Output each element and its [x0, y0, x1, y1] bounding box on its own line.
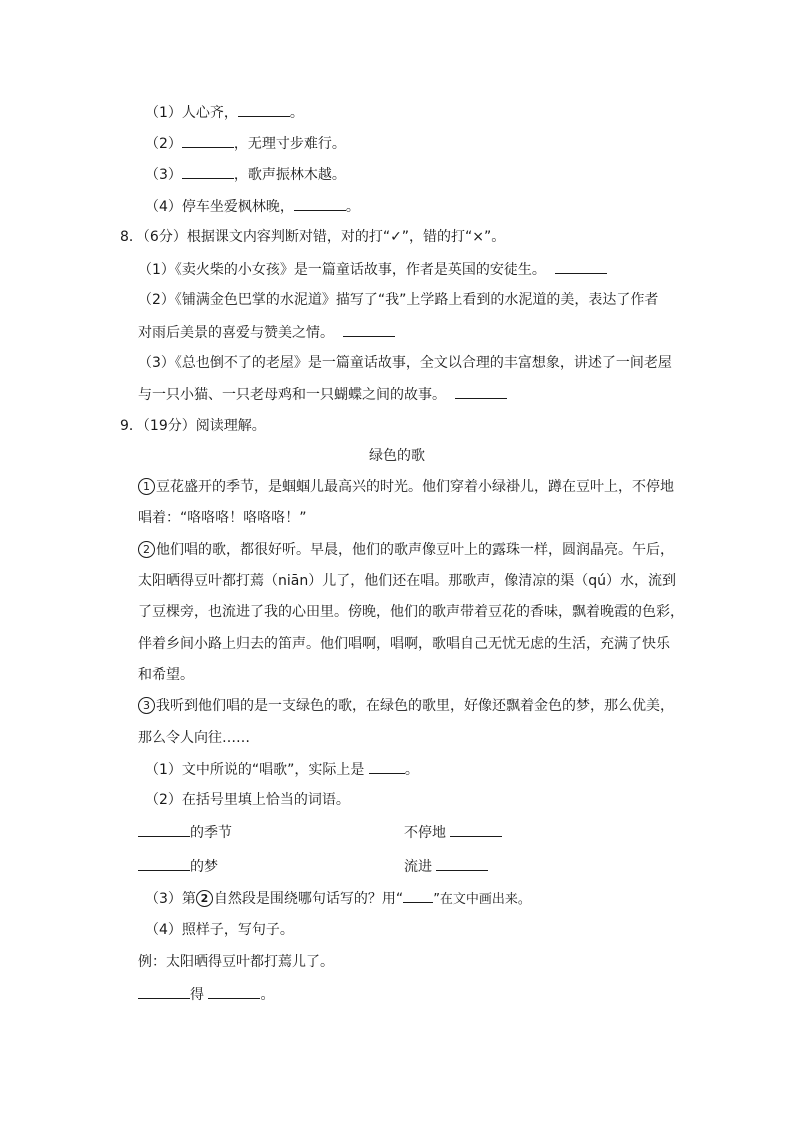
paragraph-2-line-4: 伴着乡间小路上归去的笛声。他们唱啊，唱啊，歌唱自己无忧无虑的生活，充满了快乐 — [138, 636, 670, 652]
answer-blank[interactable] — [294, 196, 346, 211]
q8-item-3-line-1: （3）《总也倒不了的老屋》是一篇童话故事，全文以合理的丰富想象，讲述了一间老屋 — [138, 355, 672, 371]
q9-header: 9．（19分）阅读理解。 — [120, 418, 266, 434]
paragraph-3-line-1 — [138, 696, 674, 716]
q8-header: 8．（6分）根据课文内容判断对错，对的打“✓”，错的打“×”。 — [120, 229, 506, 245]
q7-item-2-number: （2） — [145, 136, 182, 152]
paragraph-2-line-3: 了豆棵旁，也流进了我的心田里。傍晚，他们的歌声带着豆花的香味，飘着晚霞的色彩， — [138, 604, 684, 620]
fill-item-d-text: 流进 — [404, 859, 432, 875]
answer-blank[interactable] — [343, 322, 395, 337]
q8-item-3-text: 与一只小猫、一只老母鸡和一只蝴蝶之间的故事。 — [138, 387, 446, 403]
example-sentence: 例：太阳晒得豆叶都打蔫儿了。 — [138, 954, 334, 970]
q7-item-1-text: （1）人心齐， — [145, 105, 238, 121]
q9-sub-2: （2）在括号里填上恰当的词语。 — [145, 792, 350, 808]
paragraph-2-line-5: 和希望。 — [138, 667, 194, 683]
answer-blank[interactable] — [369, 759, 405, 774]
paragraph-mark-2: 2 — [138, 541, 155, 558]
q9-sub-3-question: 自然段是围绕哪句话写的？用“ — [213, 891, 404, 907]
q8-item-1 — [138, 259, 607, 280]
paragraph-3-line-2: 那么令人向往…… — [138, 730, 250, 746]
answer-blank[interactable] — [138, 856, 190, 871]
q9-sub-3-text: （3）第 — [145, 891, 196, 907]
underline-sample — [403, 888, 433, 903]
answer-blank[interactable] — [138, 984, 190, 999]
q8-item-2-text: 对雨后美景的喜爱与赞美之情。 — [138, 325, 334, 341]
answer-blank[interactable] — [436, 856, 488, 871]
paragraph-2-text: 他们唱的歌，都很好听。早晨，他们的歌声像豆叶上的露珠一样，圆润晶亮。午后， — [156, 542, 674, 558]
q7-item-4 — [145, 196, 360, 217]
q7-item-4-end: 。 — [345, 199, 360, 215]
paragraph-3-text: 我听到他们唱的是一支绿色的歌，在绿色的歌里，好像还飘着金色的梦，那么优美， — [156, 698, 674, 714]
q7-item-1-end: 。 — [289, 105, 304, 121]
fill-item-c-text: 的梦 — [190, 859, 218, 875]
q8-item-3-line-2 — [138, 384, 507, 405]
answer-blank[interactable] — [138, 822, 190, 837]
paragraph-2-line-1 — [138, 540, 674, 560]
q8-item-2-line-1: （2）《铺满金色巴掌的水泥道》描写了“我”上学路上看到的水泥道的美，表达了作者 — [138, 292, 659, 308]
answer-blank[interactable] — [182, 133, 234, 148]
q9-sub-1-end: 。 — [404, 762, 419, 778]
passage-title: 绿色的歌 — [369, 448, 425, 464]
q7-item-1 — [145, 102, 304, 123]
fill-item-d — [404, 856, 488, 877]
fill-item-b — [404, 822, 502, 843]
q9-sub-1-text: （1）文中所说的“唱歌”，实际上是 — [145, 762, 365, 778]
q9-sub-1 — [145, 759, 419, 780]
answer-blank[interactable] — [455, 384, 507, 399]
fill-item-a — [138, 822, 232, 843]
answer-blank[interactable] — [208, 984, 260, 999]
answer-blank[interactable] — [450, 822, 502, 837]
q7-item-4-text: （4）停车坐爱枫林晚， — [145, 199, 294, 215]
answer-sentence-connector: 得 — [190, 987, 204, 1003]
answer-blank[interactable] — [555, 259, 607, 274]
answer-sentence-end: 。 — [260, 987, 275, 1003]
q8-item-1-text: （1）《卖火柴的小女孩》是一篇童话故事，作者是英国的安徒生。 — [138, 262, 546, 278]
fill-item-c — [138, 856, 218, 877]
paragraph-mark-3: 3 — [138, 697, 155, 714]
q7-item-3-number: （3） — [145, 167, 182, 183]
q9-sub-4: （4）照样子，写句子。 — [145, 922, 294, 938]
answer-blank[interactable] — [182, 164, 234, 179]
paragraph-1-text: 豆花盛开的季节，是蝈蝈儿最高兴的时光。他们穿着小绿褂儿，蹲在豆叶上，不停地 — [156, 479, 674, 495]
paragraph-mark-1: 1 — [138, 478, 155, 495]
answer-sentence — [138, 984, 274, 1005]
q7-item-2 — [145, 133, 346, 154]
answer-blank[interactable] — [238, 102, 290, 117]
q9-sub-3 — [145, 888, 531, 910]
paragraph-mark-2: 2 — [196, 890, 213, 907]
paragraph-1-line-2: 唱着：“咯咯咯！咯咯咯！” — [138, 510, 307, 526]
q9-sub-3-instruction: ”在文中画出来。 — [433, 892, 531, 907]
fill-item-a-text: 的季节 — [190, 825, 232, 841]
q7-item-2-text: ，无理寸步难行。 — [233, 136, 346, 152]
q7-item-3 — [145, 164, 346, 185]
q8-item-2-line-2 — [138, 322, 395, 343]
paragraph-2-line-2: 太阳晒得豆叶都打蔫（niān）儿了，他们还在唱。那歌声，像清凉的渠（qú）水，流到 — [138, 573, 676, 589]
q7-item-3-text: ，歌声振林木越。 — [233, 167, 346, 183]
paragraph-1-line-1 — [138, 477, 674, 497]
fill-item-b-text: 不停地 — [404, 825, 446, 841]
